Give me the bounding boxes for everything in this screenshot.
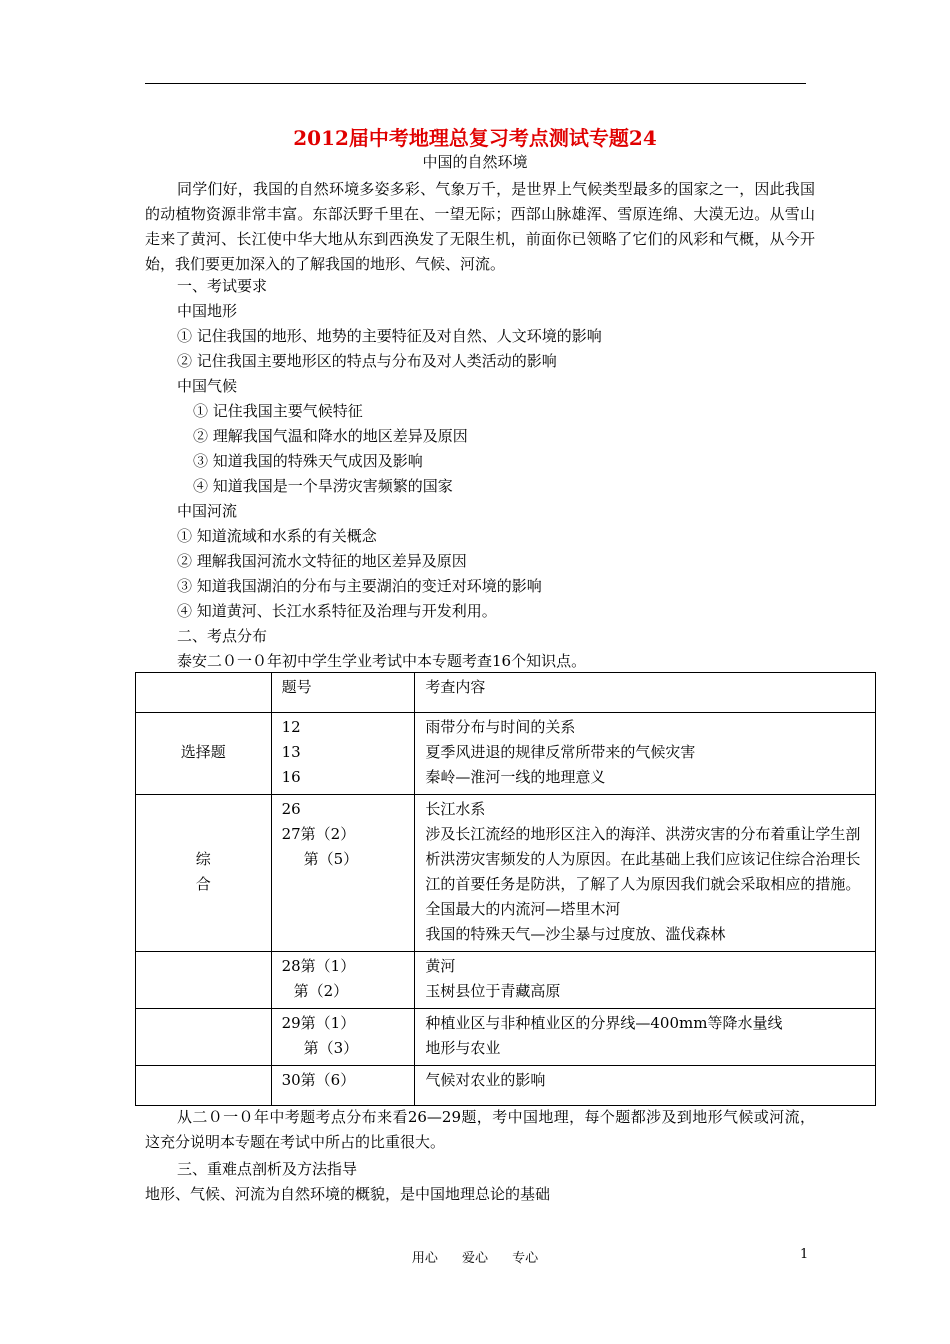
rivers-item: ② 理解我国河流水文特征的地区差异及原因 <box>177 552 467 570</box>
choice-label: 选择题 <box>136 713 272 795</box>
question-number: 30第（6） <box>281 1071 356 1089</box>
empty-label-cell <box>136 1009 272 1066</box>
label-char: 合 <box>195 875 211 893</box>
comprehensive-label <box>136 795 272 952</box>
section3-heading: 三、重难点剖析及方法指导 <box>177 1160 358 1178</box>
choice-numbers <box>271 713 415 795</box>
question-number: 第（3） <box>303 1039 359 1057</box>
climate-item: ④ 知道我国是一个旱涝灾害频繁的国家 <box>193 477 453 495</box>
climate-item: ③ 知道我国的特殊天气成因及影响 <box>193 452 423 470</box>
content-line: 秦岭—淮河一线的地理意义 <box>425 768 606 786</box>
content-line: 地形与农业 <box>425 1039 501 1057</box>
document-subtitle: 中国的自然环境 <box>422 153 528 171</box>
content-line: 种植业区与非种植业区的分界线—400mm等降水量线 <box>425 1014 783 1032</box>
empty-label-cell <box>136 952 272 1009</box>
row28-contents <box>415 952 876 1009</box>
question-number: 28第（1） <box>281 957 356 975</box>
header-cell-number: 题号 <box>271 673 415 713</box>
choice-contents <box>415 713 876 795</box>
row30-numbers <box>271 1066 415 1106</box>
rivers-item: ③ 知道我国湖泊的分布与主要湖泊的变迁对环境的影响 <box>177 577 542 595</box>
table-row <box>136 795 876 952</box>
content-line: 黄河 <box>425 957 456 975</box>
content-paragraph: 涉及长江流经的地形区注入的海洋、洪涝灾害的分布着重让学生剖析洪涝灾害频发的人为原因。在此基础上我们应该记住综合治理长江的首要任务是防洪，了解了人为原因我们就会采取相应的措施。 <box>425 825 861 893</box>
terrain-heading: 中国地形 <box>177 302 238 320</box>
exam-distribution-table <box>135 672 876 1106</box>
comprehensive-contents <box>415 795 876 952</box>
label-char: 综 <box>195 850 211 868</box>
question-number: 第（2） <box>293 982 349 1000</box>
table-row <box>136 952 876 1009</box>
content-line: 玉树县位于青藏高原 <box>425 982 561 1000</box>
question-number: 12 <box>281 718 301 736</box>
terrain-item: ① 记住我国的地形、地势的主要特征及对自然、人文环境的影响 <box>177 327 602 345</box>
rivers-item: ① 知道流域和水系的有关概念 <box>177 527 377 545</box>
question-number: 27第（2） <box>281 825 356 843</box>
question-number: 16 <box>281 768 301 786</box>
question-number: 第（5） <box>303 850 359 868</box>
section1-heading: 一、考试要求 <box>177 277 268 295</box>
header-rule <box>145 83 806 84</box>
header-cell-blank <box>136 673 272 713</box>
footer-word: 专心 <box>512 1251 539 1266</box>
question-number: 13 <box>281 743 301 761</box>
content-line: 全国最大的内流河—塔里木河 <box>425 900 621 918</box>
content-line: 我国的特殊天气—沙尘暴与过度放、滥伐森林 <box>425 925 726 943</box>
row29-contents <box>415 1009 876 1066</box>
content-line: 气候对农业的影响 <box>425 1071 546 1089</box>
header-cell-content: 考查内容 <box>415 673 876 713</box>
row30-contents <box>415 1066 876 1106</box>
table-row <box>136 1066 876 1106</box>
section2-intro: 泰安二０一０年初中学生学业考试中本专题考查16个知识点。 <box>177 652 587 670</box>
row28-numbers <box>271 952 415 1009</box>
document-title: 2012届中考地理总复习考点测试专题24 <box>293 126 657 150</box>
page-number: 1 <box>800 1247 809 1262</box>
rivers-heading: 中国河流 <box>177 502 238 520</box>
intro-paragraph: 同学们好，我国的自然环境多姿多彩、气象万千，是世界上气候类型最多的国家之一，因此我国的动植物资源非常丰富。东部沃野千里在、一望无际；西部山脉雄浑、雪原连绵、大漠无边。从雪山走来了黄河、长江使中华大地从东到西涣发了无限生机，前面你已领略了它们的风彩和气概，从今开始，我们要更加深入的了解我国的地形、气候、河流。 <box>145 180 815 273</box>
empty-label-cell <box>136 1066 272 1106</box>
footer-word: 爱心 <box>461 1251 488 1266</box>
section2-heading: 二、考点分布 <box>177 627 268 645</box>
table-header-row <box>136 673 876 713</box>
question-number: 29第（1） <box>281 1014 356 1032</box>
content-line: 长江水系 <box>425 800 486 818</box>
row29-numbers <box>271 1009 415 1066</box>
table-row <box>136 713 876 795</box>
climate-item: ① 记住我国主要气候特征 <box>193 402 363 420</box>
rivers-item: ④ 知道黄河、长江水系特征及治理与开发利用。 <box>177 602 497 620</box>
content-line: 夏季风进退的规律反常所带来的气候灾害 <box>425 743 696 761</box>
question-number: 26 <box>281 800 301 818</box>
footer-word: 用心 <box>411 1251 438 1266</box>
section3-text: 地形、气候、河流为自然环境的概貌，是中国地理总论的基础 <box>145 1185 551 1203</box>
table-row <box>136 1009 876 1066</box>
section2-summary: 从二０一０年中考题考点分布来看26—29题，考中国地理，每个题都涉及到地形气候或河流，这充分说明本专题在考试中所占的比重很大。 <box>145 1108 815 1151</box>
comprehensive-numbers <box>271 795 415 952</box>
climate-item: ② 理解我国气温和降水的地区差异及原因 <box>193 427 468 445</box>
terrain-item: ② 记住我国主要地形区的特点与分布及对人类活动的影响 <box>177 352 557 370</box>
content-line: 雨带分布与时间的关系 <box>425 718 576 736</box>
climate-heading: 中国气候 <box>177 377 238 395</box>
